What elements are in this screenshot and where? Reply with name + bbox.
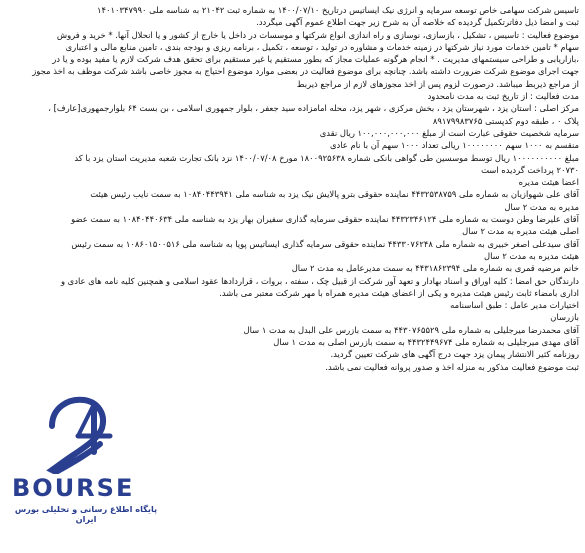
text-line: دارندگان حق امضا : کلیه اوراق و اسناد بهادار و تعهد آور شرکت از قبیل چک ، سفته ، بروات ، قراردادها عقود اسلامی و همچنین کلیه نامه های عادی و [60,275,579,286]
text-line: خانم مرضیه قمری به شماره ملی ۴۴۳۱۸۶۲۳۹۴ به سمت مدیرعامل به مدت ۲ سال [291,263,579,274]
bourse-logo [4,392,164,522]
text-line: اختیارات مدیر عامل : طبق اساسنامه [450,300,579,311]
text-line: اداری بامضاء ثابت رئیس هیئت مدیره و یکی از اعضای هیئت مدیره همراه با مهر شرکت معتبر می باشد. [219,287,579,298]
text-line: سرمایه شخصیت حقوقی عبارت است از مبلغ ۱۰۰,۰۰۰,۰۰۰,۰۰۰ ریال نقدی [319,127,579,138]
section-heading: اعضا هیئت مدیره [518,177,579,188]
text-line: اصلی هیئت مدیره به مدت ۲ سال [462,226,579,237]
brand-name: BOURSE [12,474,135,502]
text-line: آقای محمدرضا میرجلیلی به شماره ملی ۴۴۳۰۷۶۵۵۲۹ به سمت بازرس علی البدل به مدت ۱ سال [243,324,579,335]
text-line: آقای مهدی میرجلیلی به شماره ملی ۴۴۳۲۴۴۹۶۷۴ به سمت بازرس اصلی به مدت ۱ سال [273,337,579,348]
text-line: ،بازاریابی و طراحی سیستمهای مدیریت . * انجام هرگونه عملیات مجاز که بطور مستقیم یا غیر مستقیم برای تحقق هدف شرکت لازم یا مفید بوده و یا در [52,54,579,65]
text-line: روزنامه کثیر الانتشار پیمان یزد جهت درج آگهی های شرکت تعیین گردید. [330,349,579,360]
text-line: ثبت و امضا ذیل دفاترتکمیل گردیده که خلاصه آن به شرح زیر جهت اطلاع عموم آگهی میگردد. [256,17,579,28]
text-line: تاسیس شرکت سهامی خاص توسعه سرمایه و انرژی نیک ایساتیس درتاریخ ۱۴۰۰/۰۷/۱۰ به شماره ثبت ۲۱۰۴۲ به شناسه ملی ۱۴۰۱۰۳۴۷۹۹۰ [97,5,579,15]
text-line: پلاک ۰ ، طبقه دوم کدپستی ۸۹۱۷۹۹۸۳۷۶۵ [432,115,579,126]
text-line: مبلغ ۱۰۰۰۰۰۰۰۰۰۰ ریال توسط موسسین طی گواهی بانکی شماره ۱۸۰۰۹۲۵۶۳۸ مورخ ۱۴۰۰/۰۷/۰۸ نزد بانک تجارت شعبه مدیریت استان یزد با کد [74,152,579,163]
text-line: موضوع فعالیت : تاسیس ، تشکیل ، بازسازی، نوسازی و راه اندازی انواع شرکتها و موسسات در داخل یا خارج از کشور و یا انحلال آنها. * خرید و فروش [56,29,579,40]
text-line: جهت اجرای موضوع شرکت ضرورت داشته باشد. چنانچه برای موضوع فعالیت در بعضی موارد موضوع احتیاج به مجوز خاصی باشد شرکت موظف به اخذ مجوز [32,66,579,77]
text-line: از مراجع ذیربط میباشد. درصورت لزوم پس از اخذ مجوزهای لازم از مراجع ذیربط [296,78,579,89]
text-line: مدت فعالیت : از تاریخ ثبت به مدت نامحدود [427,91,579,102]
text-line: آقای سیدعلی اصغر خبیری به شماره ملی ۴۴۳۳۰۷۶۲۴۸ نماینده حقوقی سرمایه گذاری ایساتیس پویا به شناسه ملی ۱۰۸۶۰۱۵۰۰۵۱۶ به سمت رئیس [71,238,579,249]
text-line: مرکز اصلی : استان یزد ، شهرستان یزد ، بخش مرکزی ، شهر یزد، محله امامزاده سید جعفر ، بلوار جمهوری اسلامی ، بن بست ۶۴ بلوارجمهوری[عارف] ، [48,103,579,114]
text-line: سهام * تامین خدمات مورد نیاز شرکتها در زمینه خدمات و مشاوره در تولید ، توسعه ، تکمیل ، برنامه ریزی و بودجه بندی ، تامین منابع مالی و اعتباری [65,41,579,52]
text-line: ثبت موضوع فعالیت مذکور به منزله اخذ و صدور پروانه فعالیت نمی باشد. [325,361,579,372]
bourse-24-logo-icon [40,392,120,474]
text-line: ۲۰۷۳۰ پرداخت گردیده است [481,164,579,175]
text-line: آقای علی شهوازیان به شماره ملی ۴۴۳۲۵۳۸۷۵۹ نماینده حقوقی بترو پالایش نیک یزد به شناسه ملی ۱۰۸۴۰۴۴۳۹۴۱ به سمت نایب رئیس هیئت [90,189,579,200]
text-line: آقای علیرضا وطن دوست به شماره ملی ۴۴۳۲۳۴۶۱۲۴ نماینده حقوقی سرمایه گذاری سفیران بهار یزد به شناسه ملی ۱۰۸۴۰۴۴۰۶۳۴ به سمت عضو [71,214,579,225]
brand-tagline: پایگاه اطلاع رسانی و تحلیلی بورس ایران [14,504,158,524]
section-heading: بازرسان [550,312,579,323]
text-line: مدیره به مدت ۲ سال [504,201,579,212]
notice-text [6,4,579,373]
text-line: منقسم به ۱۰۰۰ سهم ۱۰۰۰۰۰۰۰۰ ریالی تعداد ۱۰۰۰ سهم آن با نام عادی [329,140,579,151]
text-line: هیئت مدیره به مدت ۲ سال [484,250,579,261]
